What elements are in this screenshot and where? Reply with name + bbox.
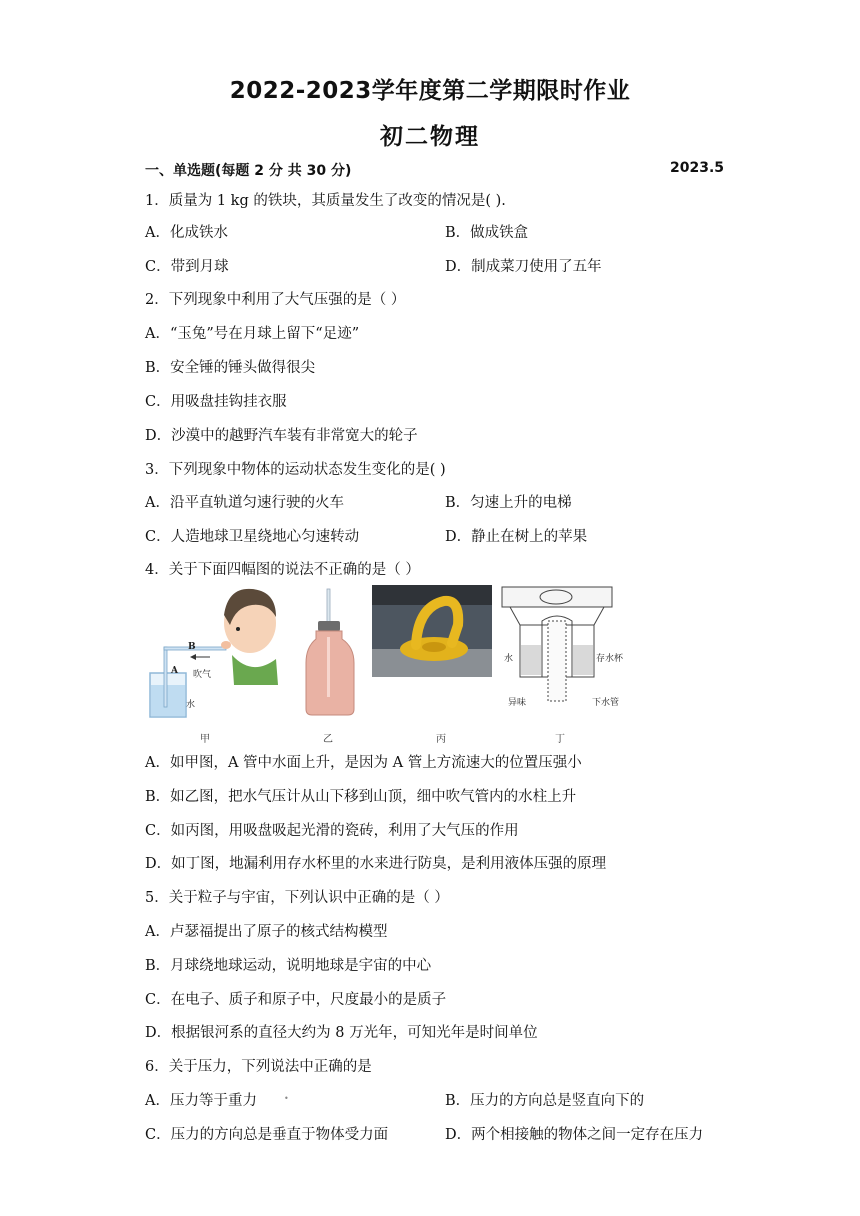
label-a: A <box>171 666 178 676</box>
q2-stem: 2．下列现象中利用了大气压强的是（ ） <box>145 292 406 308</box>
q4-option-b: B．如乙图，把水气压计从山下移到山顶，细中吹气管内的水柱上升 <box>145 789 577 805</box>
figure-jia-blowing-illustration <box>140 585 280 725</box>
q4-option-a: A．如甲图，A 管中水面上升，是因为 A 管上方流速大的位置压强小 <box>145 755 582 771</box>
q2-option-a: A．“玉兔”号在月球上留下“足迹” <box>145 326 360 342</box>
section-heading: 一、单选题(每题 2 分 共 30 分) <box>145 163 352 179</box>
q6-option-b: B．压力的方向总是竖直向下的 <box>445 1093 645 1109</box>
q1-stem: 1．质量为 1 kg 的铁块，其质量发生了改变的情况是( ). <box>145 193 506 209</box>
q5-option-c: C．在电子、质子和原子中，尺度最小的是质子 <box>145 992 447 1008</box>
label-blow: 吹气 <box>193 670 212 680</box>
q3-option-c: C．人造地球卫星绕地心匀速转动 <box>145 529 360 545</box>
figure-ding-drain-diagram <box>500 585 640 715</box>
q3-option-b: B．匀速上升的电梯 <box>445 495 572 511</box>
q2-option-d: D．沙漠中的越野汽车装有非常宽大的轮子 <box>145 428 418 444</box>
q6-option-d: D．两个相接触的物体之间一定存在压力 <box>445 1127 704 1143</box>
q6-stem: 6．关于压力，下列说法中正确的是 <box>145 1059 372 1075</box>
q4-option-d: D．如丁图，地漏利用存水杯里的水来进行防臭，是利用液体压强的原理 <box>145 856 607 872</box>
q1-option-d: D．制成菜刀使用了五年 <box>445 259 602 275</box>
figure-bing-suction-cup-photo <box>372 585 492 677</box>
q3-stem: 3．下列现象中物体的运动状态发生变化的是( ) <box>145 462 446 478</box>
label-water-ding: 水 <box>504 654 514 664</box>
q1-option-a: A．化成铁水 <box>145 225 228 241</box>
q3-option-a: A．沿平直轨道匀速行驶的火车 <box>145 495 344 511</box>
q6-option-c: C．压力的方向总是垂直于物体受力面 <box>145 1127 389 1143</box>
label-b: B <box>188 642 196 652</box>
q3-option-d: D．静止在树上的苹果 <box>445 529 588 545</box>
label-cup: 存水杯 <box>596 654 624 664</box>
q4-option-c: C．如丙图，用吸盘吸起光滑的瓷砖，利用了大气压的作用 <box>145 823 519 839</box>
caption-jia: 甲 <box>200 734 210 745</box>
q1-option-b: B．做成铁盒 <box>445 225 529 241</box>
label-water: 水 <box>186 700 196 710</box>
q2-option-c: C．用吸盘挂钩挂衣服 <box>145 394 287 410</box>
caption-yi: 乙 <box>323 734 333 745</box>
q6-option-a: A．压力等于重力 <box>145 1093 257 1109</box>
stray-dot: • <box>284 1094 289 1103</box>
q5-stem: 5．关于粒子与宇宙，下列认识中正确的是（ ） <box>145 890 449 906</box>
figure-yi-bottle-illustration <box>300 585 360 725</box>
caption-bing: 丙 <box>436 734 446 745</box>
q1-option-c: C．带到月球 <box>145 259 229 275</box>
q4-stem: 4．关于下面四幅图的说法不正确的是（ ） <box>145 562 420 578</box>
exam-title: 2022-2023学年度第二学期限时作业 <box>229 78 631 104</box>
q2-option-b: B．安全锤的锤头做得很尖 <box>145 360 316 376</box>
caption-ding: 丁 <box>555 734 565 745</box>
exam-subject: 初二物理 <box>380 124 480 150</box>
q4-figures <box>140 585 660 745</box>
q5-option-a: A．卢瑟福提出了原子的核式结构模型 <box>145 924 388 940</box>
exam-date: 2023.5 <box>670 160 725 176</box>
q5-option-b: B．月球绕地球运动，说明地球是宇宙的中心 <box>145 958 432 974</box>
q5-option-d: D．根据银河系的直径大约为 8 万光年，可知光年是时间单位 <box>145 1025 538 1041</box>
label-smell: 异味 <box>508 698 527 708</box>
label-pipe: 下水管 <box>592 698 620 708</box>
